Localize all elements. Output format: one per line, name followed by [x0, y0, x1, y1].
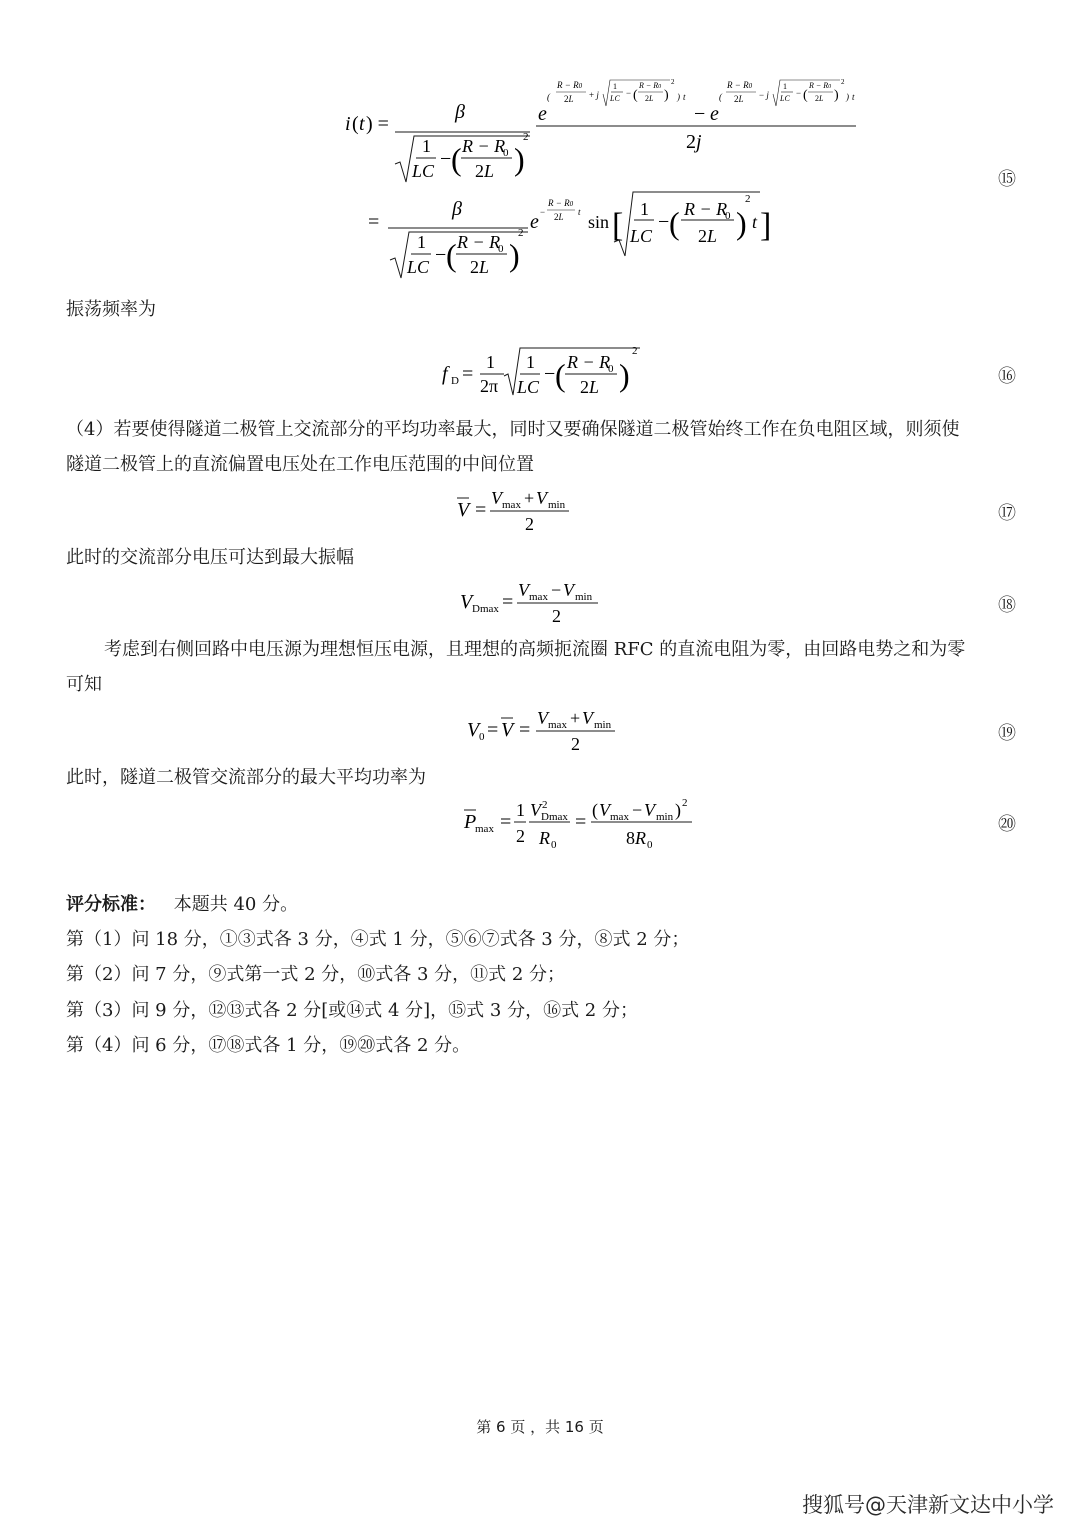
- svg-text:=: =: [519, 719, 531, 741]
- svg-text:V: V: [457, 499, 470, 521]
- loop-paragraph: [66, 632, 1016, 702]
- svg-text:V: V: [599, 800, 610, 820]
- svg-text:(: (: [446, 237, 457, 273]
- svg-text:): ): [509, 237, 520, 273]
- svg-text:2: 2: [542, 799, 548, 811]
- svg-text:(: (: [803, 88, 808, 103]
- svg-text:R − R: R − R: [684, 199, 728, 219]
- svg-text:2: 2: [571, 734, 580, 754]
- svg-text:V: V: [518, 580, 529, 600]
- svg-text:): ): [846, 92, 849, 102]
- svg-text:min: min: [656, 811, 674, 823]
- svg-text:max: max: [610, 811, 629, 823]
- svg-text:2L: 2L: [470, 257, 490, 277]
- svg-text:R − R0: R − R0: [557, 80, 583, 90]
- svg-text:0: 0: [551, 839, 557, 851]
- svg-text:1: 1: [526, 352, 535, 372]
- svg-text:LC: LC: [407, 257, 430, 277]
- svg-text:=: =: [368, 211, 380, 233]
- scoring-line3: 第（3）问 9 分，⑫⑬式各 2 分[或⑭式 4 分]，⑮式 3 分，⑯式 2 分；: [66, 1000, 638, 1021]
- equation-16-number: ⑯: [998, 366, 1016, 387]
- svg-text:2: 2: [525, 514, 534, 534]
- part4-line2: 隧道二极管上的直流偏置电压处在工作电压范围的中间位置: [66, 454, 534, 475]
- svg-text:2: 2: [745, 193, 751, 205]
- equation-15-formula: [340, 70, 880, 290]
- svg-text:): ): [664, 88, 669, 103]
- svg-text:min: min: [575, 591, 593, 603]
- svg-text:0: 0: [503, 147, 509, 159]
- svg-text:2L: 2L: [554, 212, 564, 222]
- svg-text:[: [: [612, 207, 624, 244]
- svg-text:R − R: R − R: [462, 136, 506, 156]
- svg-text:+ j: + j: [589, 90, 599, 100]
- svg-text:LC: LC: [630, 226, 653, 246]
- svg-text:β: β: [455, 101, 465, 123]
- svg-text:t: t: [359, 113, 365, 135]
- ac-amp-label: 此时的交流部分电压可达到最大振幅: [66, 547, 354, 568]
- equation-18-formula: [458, 576, 608, 628]
- equation-20-number: ⑳: [998, 814, 1016, 835]
- svg-text:): ): [514, 141, 525, 177]
- svg-text:=: =: [487, 719, 499, 741]
- svg-text:): ): [677, 92, 680, 102]
- svg-text:2: 2: [518, 227, 524, 239]
- svg-text:2L: 2L: [645, 94, 654, 103]
- svg-text:(: (: [669, 205, 680, 241]
- svg-text:2L: 2L: [475, 161, 495, 181]
- svg-text:−: −: [632, 800, 643, 820]
- svg-text:2: 2: [523, 131, 529, 143]
- svg-text:2L: 2L: [580, 377, 600, 397]
- svg-text:=: =: [575, 811, 587, 833]
- svg-text:+: +: [570, 708, 581, 728]
- svg-text:V: V: [491, 488, 502, 508]
- svg-text:=: =: [462, 363, 474, 385]
- svg-text:1: 1: [783, 82, 787, 91]
- svg-text:0: 0: [647, 839, 653, 851]
- svg-text:−: −: [540, 207, 546, 217]
- svg-text:2π: 2π: [480, 376, 499, 396]
- osc-freq-label: 振荡频率为: [66, 299, 156, 320]
- part4-line1: （4）若要使得隧道二极管上交流部分的平均功率最大，同时又要确保隧道二极管始终工作在负电阻区域，则须使: [66, 419, 960, 440]
- svg-text:i: i: [345, 113, 351, 135]
- svg-text:R − R: R − R: [457, 232, 501, 252]
- svg-text:max: max: [502, 499, 521, 511]
- svg-text:8R: 8R: [626, 828, 646, 848]
- svg-text:2L: 2L: [734, 94, 744, 104]
- svg-text:max: max: [475, 823, 494, 835]
- svg-text:−: −: [658, 211, 670, 233]
- svg-text:R − R0: R − R0: [548, 198, 574, 208]
- scoring-header: [66, 892, 298, 918]
- scoring-line4: 第（4）问 6 分，⑰⑱式各 1 分，⑲⑳式各 2 分。: [66, 1035, 471, 1056]
- svg-text:R − R: R − R: [567, 352, 611, 372]
- svg-text:min: min: [548, 499, 566, 511]
- svg-text:1: 1: [417, 232, 426, 252]
- svg-text:) =: ) =: [366, 113, 389, 135]
- svg-text:]: ]: [760, 207, 772, 244]
- svg-text:2: 2: [632, 345, 638, 357]
- svg-text:1: 1: [422, 136, 431, 156]
- svg-text:t: t: [852, 92, 855, 102]
- equation-17-number: ⑰: [998, 503, 1016, 524]
- equation-16-formula: [440, 340, 660, 400]
- max-power-label: 此时，隧道二极管交流部分的最大平均功率为: [66, 767, 426, 788]
- svg-text:sin: sin: [588, 212, 610, 232]
- svg-text:V: V: [460, 591, 473, 613]
- svg-text:=: =: [475, 499, 487, 521]
- svg-text:V: V: [467, 719, 480, 741]
- svg-text:max: max: [529, 591, 548, 603]
- svg-text:0: 0: [479, 731, 485, 743]
- svg-text:LC: LC: [610, 94, 620, 103]
- svg-text:): ): [619, 357, 630, 393]
- svg-text:min: min: [594, 719, 612, 731]
- svg-text:1: 1: [486, 352, 495, 372]
- svg-text:V: V: [563, 580, 574, 600]
- svg-text:max: max: [548, 719, 567, 731]
- svg-text:1: 1: [516, 800, 525, 820]
- svg-text:V: V: [582, 708, 593, 728]
- svg-text:): ): [675, 800, 681, 820]
- svg-text:+: +: [524, 488, 535, 508]
- svg-text:−: −: [626, 88, 632, 98]
- svg-text:Dmax: Dmax: [472, 603, 499, 615]
- svg-text:Dmax: Dmax: [541, 811, 568, 823]
- svg-text:V: V: [644, 800, 655, 820]
- svg-text:1: 1: [613, 82, 617, 91]
- svg-text:R − R0: R − R0: [727, 80, 753, 90]
- svg-text:2: 2: [682, 797, 688, 809]
- svg-text:β: β: [452, 198, 462, 220]
- svg-text:LC: LC: [412, 161, 435, 181]
- svg-text:2L: 2L: [564, 94, 574, 104]
- svg-text:−: −: [435, 244, 447, 266]
- svg-text:e: e: [710, 103, 719, 125]
- svg-text:LC: LC: [780, 94, 790, 103]
- svg-text:LC: LC: [517, 377, 540, 397]
- svg-text:=: =: [502, 591, 514, 613]
- scoring-line2: 第（2）问 7 分，⑨式第一式 2 分，⑩式各 3 分，⑪式 2 分；: [66, 964, 566, 985]
- svg-text:−: −: [440, 148, 452, 170]
- svg-text:f: f: [442, 363, 448, 385]
- svg-text:2L: 2L: [698, 226, 718, 246]
- equation-19-formula: [465, 704, 625, 756]
- svg-text:2: 2: [516, 826, 525, 846]
- svg-text:V: V: [501, 719, 514, 741]
- svg-text:t: t: [683, 92, 686, 102]
- svg-text:0: 0: [725, 210, 731, 222]
- equation-17-formula: [455, 484, 585, 536]
- svg-text:): ): [736, 205, 747, 241]
- svg-text:(: (: [547, 92, 550, 102]
- svg-text:=: =: [500, 811, 512, 833]
- watermark: 搜狐号@天津新文达中小学: [802, 1493, 1054, 1517]
- svg-text:e: e: [538, 103, 547, 125]
- equation-18-number: ⑱: [998, 595, 1016, 616]
- svg-text:(: (: [719, 92, 722, 102]
- svg-text:0: 0: [498, 243, 504, 255]
- scoring-total: 本题共 40 分。: [173, 894, 299, 915]
- svg-text:2j: 2j: [686, 131, 702, 153]
- svg-text:2: 2: [671, 78, 675, 86]
- equation-20-formula: [462, 794, 702, 854]
- svg-text:P: P: [464, 811, 477, 833]
- svg-text:−: −: [551, 580, 562, 600]
- svg-text:− j: − j: [759, 90, 769, 100]
- page-footer: 第 6 页 ，共 16 页: [476, 1418, 604, 1436]
- scoring-title: 评分标准：: [66, 894, 156, 915]
- svg-text:t: t: [578, 207, 581, 217]
- svg-text:R: R: [539, 828, 550, 848]
- svg-text:(: (: [592, 800, 598, 820]
- svg-text:V: V: [537, 708, 548, 728]
- svg-text:2: 2: [552, 606, 561, 626]
- part4-paragraph: [66, 412, 1016, 482]
- svg-text:): ): [834, 88, 839, 103]
- svg-text:(: (: [555, 357, 566, 393]
- svg-text:V: V: [536, 488, 547, 508]
- svg-text:2L: 2L: [815, 94, 824, 103]
- loop-line2: 可知: [66, 674, 102, 695]
- scoring-line1: 第（1）问 18 分，①③式各 3 分，④式 1 分，⑤⑥⑦式各 3 分，⑧式 2 分；: [66, 929, 690, 950]
- loop-line1: 考虑到右侧回路中电压源为理想恒压电源，且理想的高频扼流圈 RFC 的直流电阻为零，由回路电势之和为零: [104, 639, 966, 660]
- svg-text:2: 2: [841, 78, 845, 86]
- svg-text:e: e: [530, 211, 539, 233]
- equation-15-number: ⑮: [998, 169, 1016, 190]
- svg-text:(: (: [633, 88, 638, 103]
- svg-text:t: t: [752, 212, 758, 232]
- svg-text:D: D: [451, 375, 459, 387]
- svg-text:V: V: [530, 800, 541, 820]
- equation-19-number: ⑲: [998, 723, 1016, 744]
- svg-text:−: −: [544, 363, 556, 385]
- svg-text:−: −: [694, 103, 706, 125]
- svg-text:R − R0: R − R0: [809, 81, 832, 90]
- svg-text:R − R0: R − R0: [639, 81, 662, 90]
- svg-text:(: (: [451, 141, 462, 177]
- svg-text:1: 1: [640, 199, 649, 219]
- svg-text:0: 0: [608, 363, 614, 375]
- svg-text:(: (: [352, 113, 359, 135]
- svg-text:−: −: [796, 88, 802, 98]
